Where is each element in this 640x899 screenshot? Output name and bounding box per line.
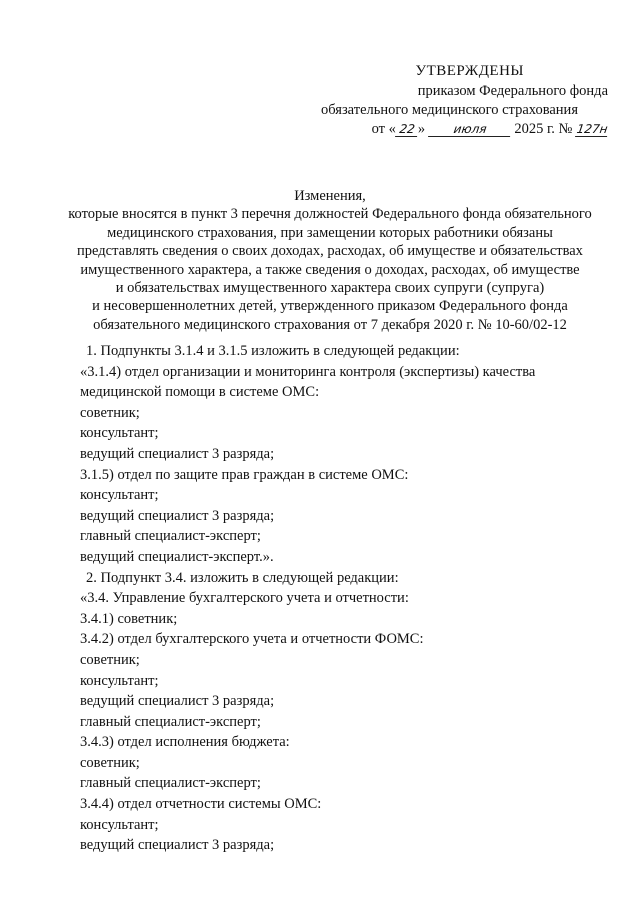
date-year: 2025 г. № bbox=[514, 121, 573, 137]
approval-line-1: приказом Федерального фонда bbox=[417, 83, 608, 99]
body-line: ведущий специалист 3 разряда; bbox=[80, 837, 275, 854]
body-line: главный специалист-эксперт; bbox=[80, 713, 261, 730]
date-month-handwritten: июля bbox=[428, 123, 512, 137]
date-prefix: от « bbox=[371, 121, 396, 137]
approval-title: УТВЕРЖДЕНЫ bbox=[415, 63, 524, 79]
body-line: консультант; bbox=[80, 487, 159, 504]
heading-line: имущественного характера, а также сведения о доходах, расходах, об имуществе bbox=[80, 261, 580, 278]
approval-block bbox=[308, 62, 608, 139]
body-line: ведущий специалист 3 разряда; bbox=[80, 445, 275, 462]
body-line: ведущий специалист-эксперт.». bbox=[80, 548, 274, 565]
body-line: медицинской помощи в системе ОМС: bbox=[80, 384, 320, 401]
body-line: 1. Подпункты 3.1.4 и 3.1.5 изложить в следующей редакции: bbox=[86, 343, 460, 359]
body-line: 3.1.5) отдел по защите прав граждан в системе ОМС: bbox=[80, 466, 409, 483]
heading-line: Изменения, bbox=[294, 188, 366, 204]
heading-line: медицинского страхования, при замещении которых работники обязаны bbox=[107, 224, 553, 241]
body-line: «3.1.4) отдел организации и мониторинга контроля (экспертизы) качества bbox=[80, 363, 536, 380]
body-line: главный специалист-эксперт; bbox=[80, 775, 261, 792]
heading-line: и несовершеннолетних детей, утвержденного приказом Федерального фонда bbox=[92, 298, 568, 315]
date-mid: » bbox=[417, 121, 426, 137]
order-number-handwritten: 127н bbox=[575, 122, 609, 136]
document-body bbox=[80, 341, 616, 856]
body-line: советник; bbox=[80, 651, 140, 668]
body-line: консультант; bbox=[80, 816, 159, 833]
date-day-handwritten: 22 bbox=[395, 123, 419, 137]
body-line: консультант; bbox=[80, 425, 159, 442]
body-line: ведущий специалист 3 разряда; bbox=[80, 507, 275, 524]
body-line: ведущий специалист 3 разряда; bbox=[80, 693, 275, 710]
heading-line: обязательного медицинского страхования от 7 декабря 2020 г. № 10-60/02-12 bbox=[93, 316, 567, 333]
approval-line-2: обязательного медицинского страхования bbox=[321, 102, 578, 118]
body-line: главный специалист-эксперт; bbox=[80, 528, 261, 545]
body-line: 3.4.3) отдел исполнения бюджета: bbox=[80, 734, 290, 751]
body-line: 3.4.2) отдел бухгалтерского учета и отчетности ФОМС: bbox=[80, 631, 424, 648]
approval-date-line bbox=[308, 120, 608, 139]
body-line: консультант; bbox=[80, 672, 159, 689]
heading-line: и обязательствах имущественного характера своих супруги (супруга) bbox=[115, 280, 545, 297]
body-line: 3.4.1) советник; bbox=[80, 610, 178, 627]
heading-line: представлять сведения о своих доходах, расходах, об имуществе и обязательствах bbox=[77, 243, 583, 260]
body-line: 2. Подпункт 3.4. изложить в следующей редакции: bbox=[86, 569, 399, 586]
heading-line: которые вносятся в пункт 3 перечня должностей Федерального фонда обязательного bbox=[68, 206, 592, 223]
body-line: советник; bbox=[80, 404, 140, 421]
document-heading bbox=[30, 187, 630, 334]
body-line: 3.4.4) отдел отчетности системы ОМС: bbox=[80, 796, 322, 813]
body-line: «3.4. Управление бухгалтерского учета и отчетности: bbox=[80, 590, 409, 607]
body-line: советник; bbox=[80, 754, 140, 771]
